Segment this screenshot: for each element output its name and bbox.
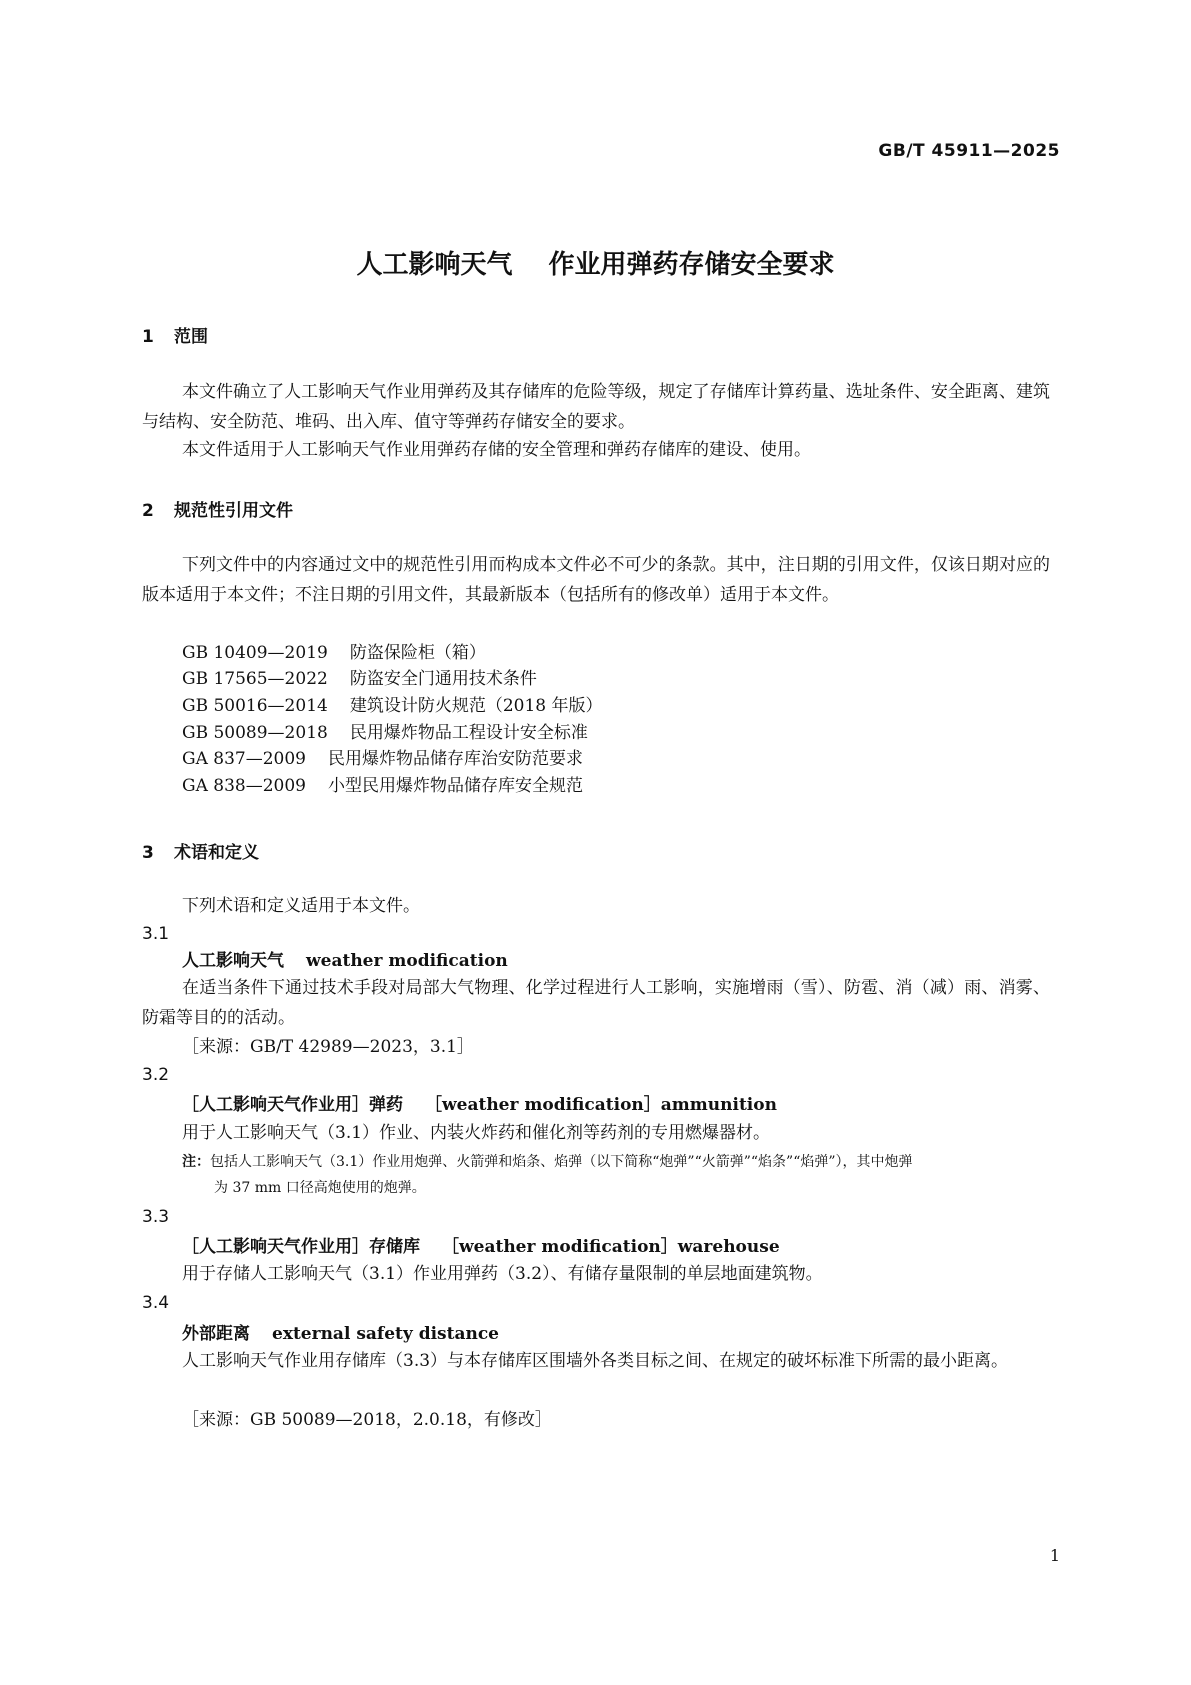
term-heading: ［人工影响天气作业用］弹药 ［weather modification］ammunition	[182, 1095, 777, 1115]
term-number: 3.1	[142, 924, 170, 944]
scope-paragraph-1: 本文件确立了人工影响天气作业用弹药及其存储库的危险等级，规定了存储库计算药量、选址条件、安全距离、建筑与结构、安全防范、堆码、出入库、值守等弹药存储安全的要求。	[142, 382, 1050, 432]
term-definition: 用于人工影响天气（3.1）作业、内装火炸药和催化剂等药剂的专用燃爆器材。	[182, 1123, 771, 1143]
section-heading-scope: 1 范围	[142, 327, 208, 347]
reference-item: GA 838—2009 小型民用爆炸物品储存库安全规范	[182, 776, 583, 796]
title-part-1: 人工影响天气	[356, 250, 513, 280]
section-heading-terms: 3 术语和定义	[142, 843, 259, 863]
standard-code: GB/T 45911—2025	[878, 141, 1060, 161]
term-heading: 人工影响天气 weather modification	[182, 951, 508, 971]
term-definition: 人工影响天气作业用存储库（3.3）与本存储库区围墙外各类目标之间、在规定的破坏标准下所需的最小距离。	[182, 1351, 1009, 1371]
scope-paragraph-2: 本文件适用于人工影响天气作业用弹药存储的安全管理和弹药存储库的建设、使用。	[182, 440, 811, 460]
term-heading: 外部距离 external safety distance	[182, 1324, 500, 1344]
reference-item: GB 50089—2018 民用爆炸物品工程设计安全标准	[182, 723, 588, 743]
title-part-2: 作业用弹药存储安全要求	[548, 250, 835, 280]
term-definition: 在适当条件下通过技术手段对局部大气物理、化学过程进行人工影响，实施增雨（雪）、防雹、消（减）雨、消雾、防霜等目的的活动。	[142, 978, 1050, 1028]
term-number: 3.3	[142, 1207, 170, 1227]
term-source: ［来源：GB 50089—2018，2.0.18，有修改］	[182, 1410, 552, 1430]
reference-item: GB 10409—2019 防盗保险柜（箱）	[182, 643, 486, 663]
term-definition: 用于存储人工影响天气（3.1）作业用弹药（3.2）、有储存量限制的单层地面建筑物。	[182, 1264, 823, 1284]
term-number: 3.2	[142, 1065, 170, 1085]
term-heading: ［人工影响天气作业用］存储库 ［weather modification］warehouse	[182, 1237, 780, 1257]
references-intro: 下列文件中的内容通过文中的规范性引用而构成本文件必不可少的条款。其中，注日期的引用文件，仅该日期对应的版本适用于本文件；不注日期的引用文件，其最新版本（包括所有的修改单）适用于本文件。	[142, 555, 1050, 605]
document-title	[0, 244, 1191, 281]
reference-item: GA 837—2009 民用爆炸物品储存库治安防范要求	[182, 749, 583, 769]
page-number: 1	[1049, 1546, 1060, 1565]
terms-intro: 下列术语和定义适用于本文件。	[182, 896, 420, 916]
reference-item: GB 17565—2022 防盗安全门通用技术条件	[182, 669, 537, 689]
term-source: ［来源：GB/T 42989—2023，3.1］	[182, 1037, 474, 1057]
section-heading-normative-references: 2 规范性引用文件	[142, 501, 293, 521]
reference-item: GB 50016—2014 建筑设计防火规范（2018 年版）	[182, 696, 603, 716]
term-number: 3.4	[142, 1293, 170, 1313]
term-note: 注：包括人工影响天气（3.1）作业用炮弹、火箭弹和焰条、焰弹（以下简称“炮弹”“火箭弹”“焰条”“焰弹”），其中炮弹 为 37 mm 口径高炮使用的炮弹。	[182, 1154, 913, 1196]
